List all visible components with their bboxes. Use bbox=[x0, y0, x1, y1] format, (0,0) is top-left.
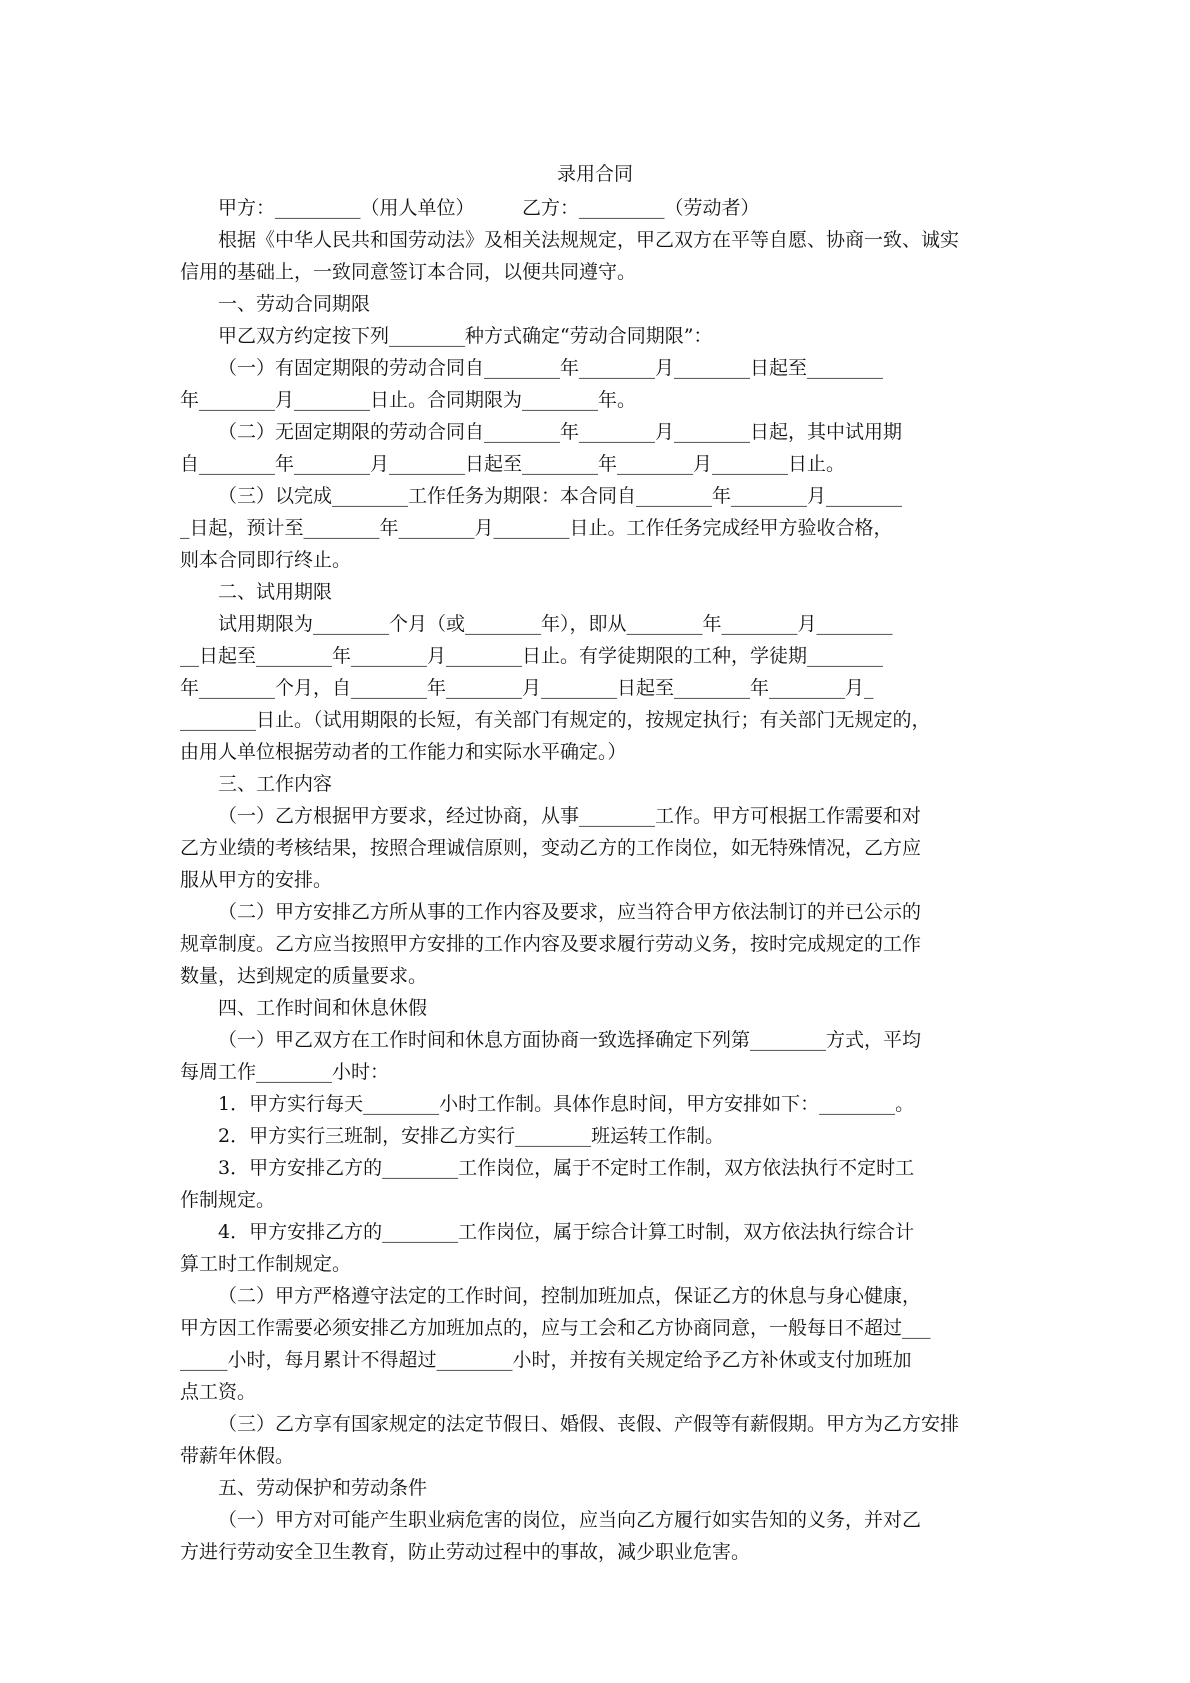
text-line: 服从甲方的安排。 bbox=[180, 869, 333, 891]
text-line: 带薪年休假。 bbox=[180, 1445, 295, 1467]
text-line: 每周工作________小时： bbox=[180, 1061, 390, 1083]
text-line: （一）甲乙双方在工作时间和休息方面协商一致选择确定下列第________方式，平均 bbox=[218, 1029, 922, 1051]
text-line: 根据《中华人民共和国劳动法》及相关法规规定，甲乙双方在平等自愿、协商一致、诚实 bbox=[218, 229, 960, 251]
text-line: （一）乙方根据甲方要求，经过协商，从事________工作。甲方可根据工作需要和对 bbox=[218, 805, 922, 827]
text-line: 4．甲方安排乙方的________工作岗位，属于综合计算工时制，双方依法执行综合计 bbox=[218, 1221, 915, 1243]
text-line: 年________个月，自________年________月________日起至________年________月_ bbox=[180, 677, 874, 699]
text-line: 试用期限为________个月（或________年），即从________年________月________ bbox=[218, 613, 893, 635]
text-line: __日起至________年________月________日止。有学徒期限的工种，学徒期________ bbox=[180, 645, 884, 667]
text-line: （一）有固定期限的劳动合同自________年________月________日起至________ bbox=[218, 357, 884, 379]
text-line: （一）甲方对可能产生职业病危害的岗位，应当向乙方履行如实告知的义务，并对乙 bbox=[218, 1509, 922, 1531]
text-line: （二）甲方安排乙方所从事的工作内容及要求，应当符合甲方依法制订的并已公示的 bbox=[218, 901, 922, 923]
text-line: （二）无固定期限的劳动合同自________年________月________日起，其中试用期 bbox=[218, 421, 903, 443]
text-line: 三、工作内容 bbox=[218, 773, 333, 795]
text-line: _____小时，每月累计不得超过________小时，并按有关规定给予乙方补休或支付加班加 bbox=[180, 1349, 912, 1371]
document-body bbox=[180, 160, 1010, 1568]
document-text bbox=[180, 192, 1010, 1568]
text-line: 乙方业绩的考核结果，按照合理诚信原则，变动乙方的工作岗位，如无特殊情况，乙方应 bbox=[180, 837, 922, 859]
text-line: 点工资。 bbox=[180, 1381, 257, 1403]
text-line: 方进行劳动安全卫生教育，防止劳动过程中的事故，减少职业危害。 bbox=[180, 1541, 751, 1563]
text-line: 甲方因工作需要必须安排乙方加班加点的，应与工会和乙方协商同意，一般每日不超过___ bbox=[180, 1317, 931, 1339]
document-title: 录用合同 bbox=[556, 163, 633, 185]
text-line: 一、劳动合同期限 bbox=[218, 293, 371, 315]
text-line: 年________月________日止。合同期限为________年。 bbox=[180, 389, 637, 411]
text-line: 甲乙双方约定按下列________种方式确定“劳动合同期限”： bbox=[218, 325, 713, 347]
text-line: 2．甲方实行三班制，安排乙方实行________班运转工作制。 bbox=[218, 1125, 725, 1147]
text-line: 由用人单位根据劳动者的工作能力和实际水平确定。） bbox=[180, 741, 627, 763]
text-line: （二）甲方严格遵守法定的工作时间，控制加班加点，保证乙方的休息与身心健康， bbox=[218, 1285, 922, 1307]
text-line: （三）以完成________工作任务为期限：本合同自________年________月________ bbox=[218, 485, 903, 507]
text-line: 四、工作时间和休息休假 bbox=[218, 997, 428, 1019]
text-line: 算工时工作制规定。 bbox=[180, 1253, 352, 1275]
text-line: 五、劳动保护和劳动条件 bbox=[218, 1477, 428, 1499]
text-line: 自________年________月________日起至________年________月________日止。 bbox=[180, 453, 846, 475]
text-line: 规章制度。乙方应当按照甲方安排的工作内容及要求履行劳动义务，按时完成规定的工作 bbox=[180, 933, 922, 955]
text-line: 甲方：_________（用人单位） 乙方：_________（劳动者） bbox=[218, 197, 760, 219]
text-line: 二、试用期限 bbox=[218, 581, 333, 603]
text-line: _日起，预计至________年________月________日止。工作任务完成经甲方验收合格， bbox=[180, 517, 893, 539]
text-line: 3．甲方安排乙方的________工作岗位，属于不定时工作制，双方依法执行不定时工 bbox=[218, 1157, 915, 1179]
text-line: 数量，达到规定的质量要求。 bbox=[180, 965, 428, 987]
text-line: 作制规定。 bbox=[180, 1189, 276, 1211]
text-line: 信用的基础上，一致同意签订本合同，以便共同遵守。 bbox=[180, 261, 637, 283]
text-line: 则本合同即行终止。 bbox=[180, 549, 352, 571]
text-line: ________日止。（试用期限的长短，有关部门有规定的，按规定执行；有关部门无规定的， bbox=[180, 709, 931, 731]
text-line: （三）乙方享有国家规定的法定节假日、婚假、丧假、产假等有薪假期。甲方为乙方安排 bbox=[218, 1413, 960, 1435]
text-line: 1．甲方实行每天________小时工作制。具体作息时间，甲方安排如下：________。 bbox=[218, 1093, 915, 1115]
